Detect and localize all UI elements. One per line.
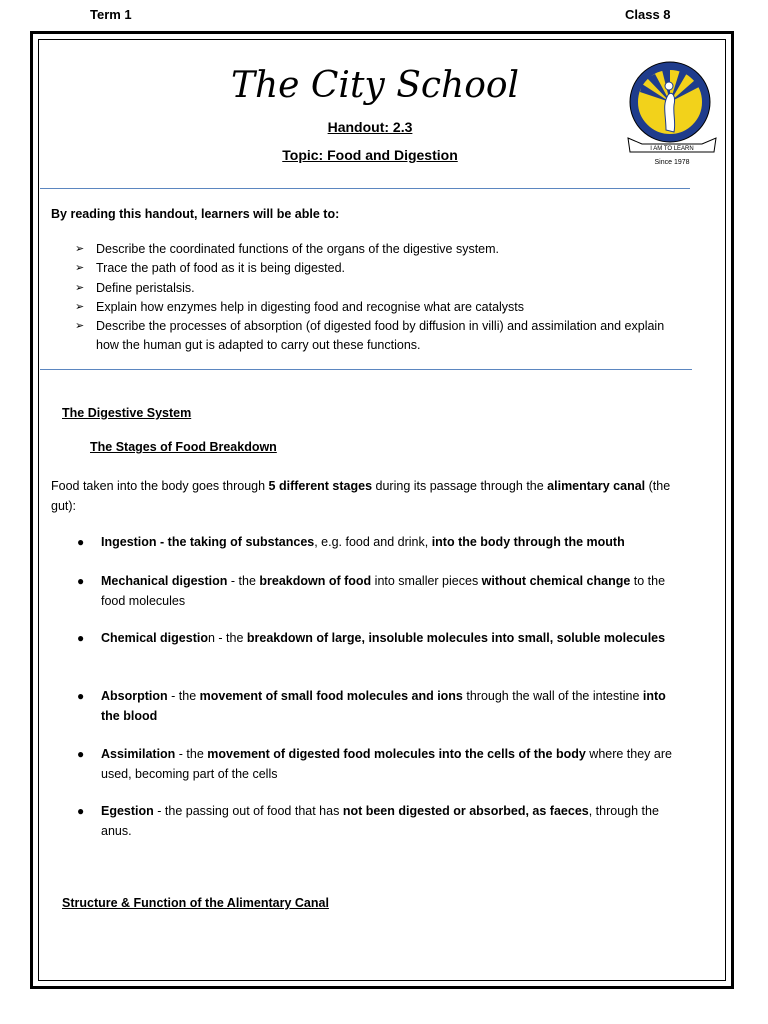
objective-item: ➢ Define peristalsis. bbox=[75, 279, 675, 298]
logo-figure bbox=[665, 93, 675, 132]
school-logo bbox=[622, 60, 722, 172]
bullet-icon: ● bbox=[77, 535, 85, 549]
divider-bottom bbox=[40, 369, 692, 370]
bullet-icon: ● bbox=[77, 631, 85, 645]
stage-assimilation: ● Assimilation - the movement of digested food molecules into the cells of the body where they are used, becoming part of the cells bbox=[77, 747, 672, 781]
objective-item: ➢ Describe the processes of absorption (of digested food by diffusion in villi) and assimilation and explain how the human gut is adapted to carry out these functions. bbox=[75, 319, 665, 353]
school-name: The City School bbox=[230, 65, 520, 106]
bullet-icon: ● bbox=[77, 689, 85, 703]
stage-absorption: ● Absorption - the movement of small food molecules and ions through the wall of the intestine into the blood bbox=[77, 689, 666, 723]
handout-number: Handout: 2.3 bbox=[327, 119, 413, 135]
arrow-bullet-icon: ➢ bbox=[75, 243, 85, 255]
intro-paragraph: Food taken into the body goes through 5 different stages during its passage through the alimentary canal (the gut): bbox=[51, 479, 671, 513]
stage-chemical-digestion: ● Chemical digestion - the breakdown of large, insoluble molecules into small, soluble molecules bbox=[101, 629, 681, 649]
divider-top bbox=[40, 188, 690, 189]
arrow-bullet-icon: ➢ bbox=[75, 281, 85, 294]
objectives-list bbox=[75, 240, 675, 356]
bullet-icon: ● bbox=[77, 574, 85, 588]
section-heading-digestive-system: The Digestive System bbox=[62, 406, 192, 420]
class-label: Class 8 bbox=[625, 7, 671, 22]
topic-title: Topic: Food and Digestion bbox=[282, 147, 458, 163]
bullet-icon: ● bbox=[77, 747, 85, 761]
objective-item: ➢ Describe the coordinated functions of the organs of the digestive system. bbox=[75, 240, 675, 259]
bullet-icon: ● bbox=[77, 804, 85, 818]
stage-egestion: ● Egestion - the passing out of food that has not been digested or absorbed, as faeces, through the anus. bbox=[77, 804, 659, 838]
section-heading-alimentary-canal: Structure & Function of the Alimentary Canal bbox=[62, 896, 329, 910]
subsection-heading-stages: The Stages of Food Breakdown bbox=[90, 440, 277, 454]
objective-item: ➢ Explain how enzymes help in digesting food and recognise what are catalysts bbox=[75, 298, 675, 317]
stage-ingestion: ● Ingestion - the taking of substances, e.g. food and drink, into the body through the mouth bbox=[101, 533, 681, 553]
arrow-bullet-icon: ➢ bbox=[75, 262, 85, 275]
logo-motto: I AM TO LEARN bbox=[650, 146, 694, 152]
term-label: Term 1 bbox=[90, 7, 132, 22]
logo-since: Since 1978 bbox=[654, 159, 690, 166]
stage-mechanical-digestion: ● Mechanical digestion - the breakdown of food into smaller pieces without chemical change to the food molecules bbox=[77, 574, 666, 608]
arrow-bullet-icon: ➢ bbox=[75, 320, 85, 333]
arrow-bullet-icon: ➢ bbox=[75, 300, 85, 313]
objective-item: ➢ Trace the path of food as it is being digested. bbox=[75, 259, 675, 278]
logo-torch bbox=[665, 82, 673, 90]
objectives-heading: By reading this handout, learners will be able to: bbox=[51, 207, 340, 221]
